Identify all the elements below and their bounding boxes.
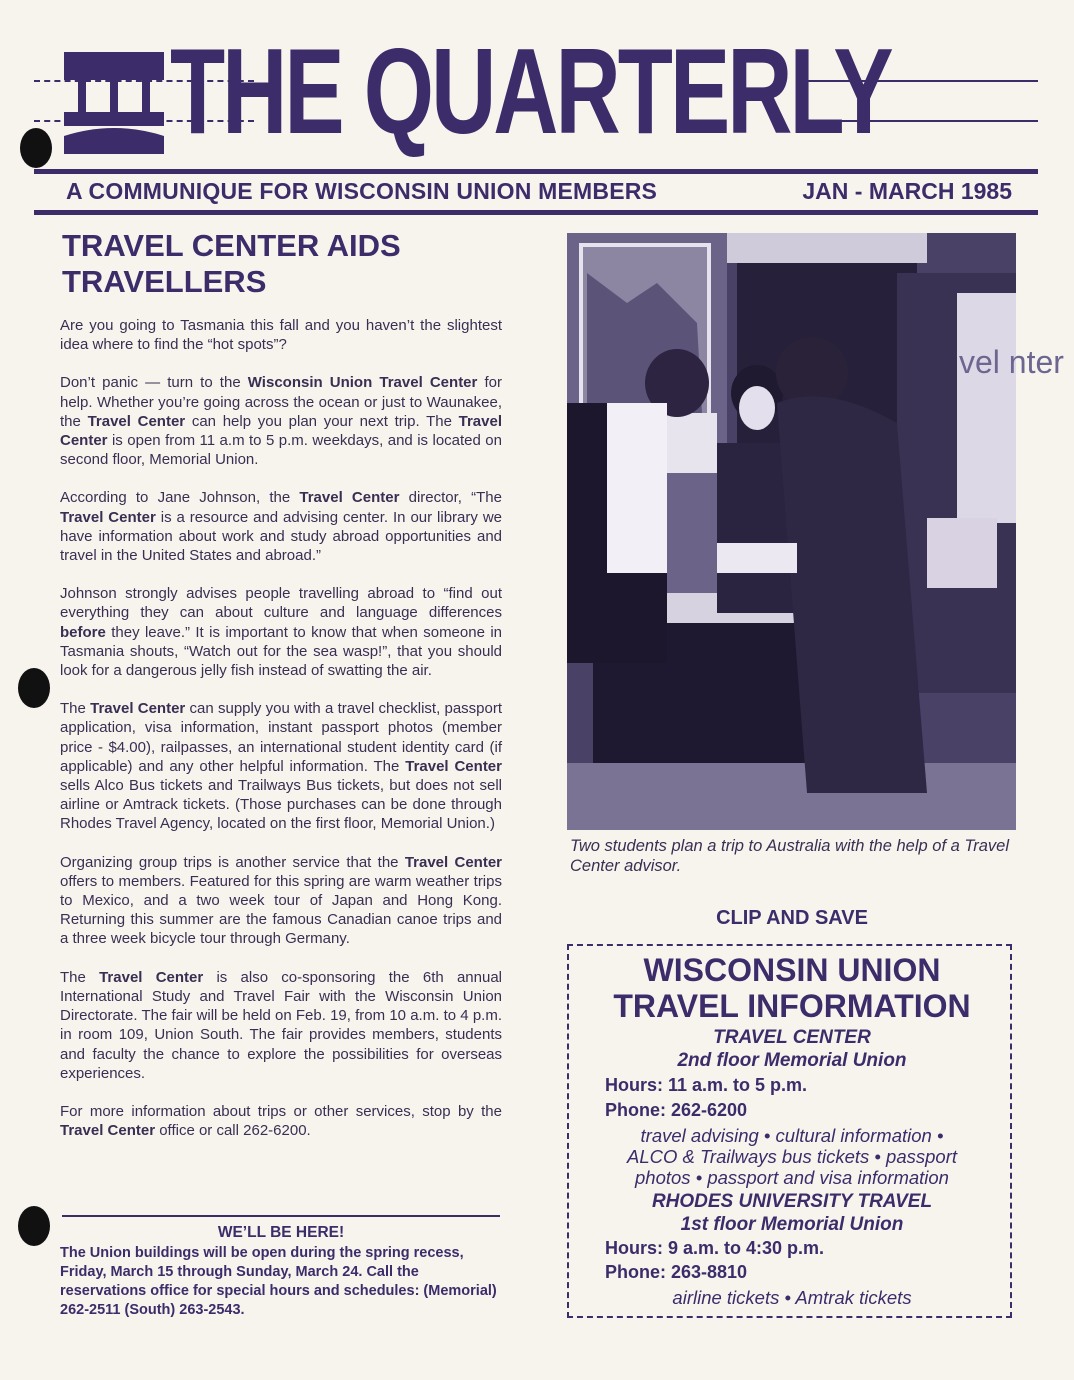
travel-center-location: 2nd floor Memorial Union — [677, 1050, 907, 1071]
rhodes-phone: Phone: 263-8810 — [605, 1262, 748, 1282]
article-paragraph: The Travel Center is also co-sponsoring the 6th annual International Study and Travel Fair with the Wisconsin Union Directorate. The fair will be held on Feb. 19, from 10 a.m. to 4 p.m. in room 109, Union South. The fair provides members, students and faculty the chance to explore the possibilities for overseas experiences. — [60, 968, 502, 1082]
travel-center-services-3: photos • passport and visa information — [635, 1167, 949, 1188]
masthead-rule-top — [34, 169, 1038, 174]
rhodes-services: airline tickets • Amtrak tickets — [672, 1287, 912, 1308]
masthead-subtitle: A COMMUNIQUE FOR WISCONSIN UNION MEMBERS — [66, 178, 658, 204]
article-paragraph: For more information about trips or other services, stop by the Travel Center office or call 262-6200. — [60, 1102, 502, 1140]
binder-hole-bottom — [18, 1206, 50, 1246]
issue-date: JAN - MARCH 1985 — [802, 178, 1012, 204]
notice-body: The Union buildings will be open during the spring recess, Friday, March 15 through Sunday, March 24. Call the reservations office for special hours and schedules: (Memorial) 262-2511 (South) 263-2543. — [60, 1245, 497, 1318]
article-paragraph: Johnson strongly advises people travelling abroad to “find out everything they can about culture and language differences before they leave.” It is important to know that when someone in Tasmania shouts, “Watch out for the sea wasp!”, that you should look for a dangerous jelly fish instead of swatting the air. — [60, 585, 502, 680]
rhodes-name: RHODES UNIVERSITY TRAVEL — [651, 1191, 933, 1212]
notice-title: WE’LL BE HERE! — [217, 1224, 345, 1241]
article-photo — [567, 233, 1064, 830]
article-paragraph: The Travel Center can supply you with a travel checklist, passport application, visa information, instant passport photos (member price - $4.00), railpasses, an international student identity card (if applicable) and any other helpful information. The Travel Center sells Alco Bus tickets and Trailways Bus tickets, but does not sell airline or Amtrack tickets. (Those purchases can be done through Rhodes Travel Agency, located on the first floor, Memorial Union.) — [60, 700, 503, 833]
masthead-rule-bottom — [34, 210, 1038, 215]
travel-center-phone: Phone: 262-6200 — [605, 1100, 748, 1120]
clip-label: CLIP AND SAVE — [716, 907, 868, 929]
notice-rule — [62, 1215, 500, 1217]
travel-center-name: TRAVEL CENTER — [713, 1027, 871, 1048]
article-headline: TRAVEL CENTER AIDS TRAVELLERS — [62, 228, 401, 299]
article-body — [60, 316, 502, 1159]
travel-center-hours: Hours: 11 a.m. to 5 p.m. — [605, 1075, 808, 1095]
article-paragraph: Don’t panic — turn to the Wisconsin Union Travel Center for help. Whether you’re going across the ocean or just to Waunakee, the Travel Center can help you plan your next trip. The Travel Center is open from 11 a.m to 5 p.m. weekdays, and is located on second floor, Memorial Union. — [60, 374, 502, 469]
rhodes-location: 1st floor Memorial Union — [680, 1214, 904, 1235]
masthead-title: THE QUARTERLY — [170, 23, 891, 159]
rhodes-hours: Hours: 9 a.m. to 4:30 p.m. — [605, 1238, 825, 1258]
article-paragraph: Are you going to Tasmania this fall and you haven’t the slightest idea where to find the “hot spots”? — [60, 317, 502, 354]
travel-center-services-1: travel advising • cultural information • — [640, 1125, 944, 1146]
travel-center-services-2: ALCO & Trailways bus tickets • passport — [627, 1146, 957, 1167]
binder-hole-top — [20, 128, 52, 168]
clip-title-line2: TRAVEL INFORMATION — [613, 988, 971, 1024]
union-logo-icon — [64, 50, 164, 154]
clip-title-line1: WISCONSIN UNION — [643, 952, 941, 988]
article-paragraph: According to Jane Johnson, the Travel Center director, “The Travel Center is a resource and advising center. In our library we have information about work and study abroad opportunities and travel in the United States and abroad.” — [60, 489, 503, 565]
photo-illustration — [567, 233, 1064, 830]
sign-text: vel nter — [959, 344, 1064, 380]
article-paragraph: Organizing group trips is another service that the Travel Center offers to members. Featured for this spring are warm weather trips to Mexico, and a two week tour of Japan and Hong Kong. Returning this summer are the famous Canadian canoe trips and a three week bicycle tour through Germany. — [60, 853, 503, 948]
binder-hole-middle — [18, 668, 50, 708]
photo-caption: Two students plan a trip to Australia with the help of a Travel Center advisor. — [570, 837, 1009, 875]
